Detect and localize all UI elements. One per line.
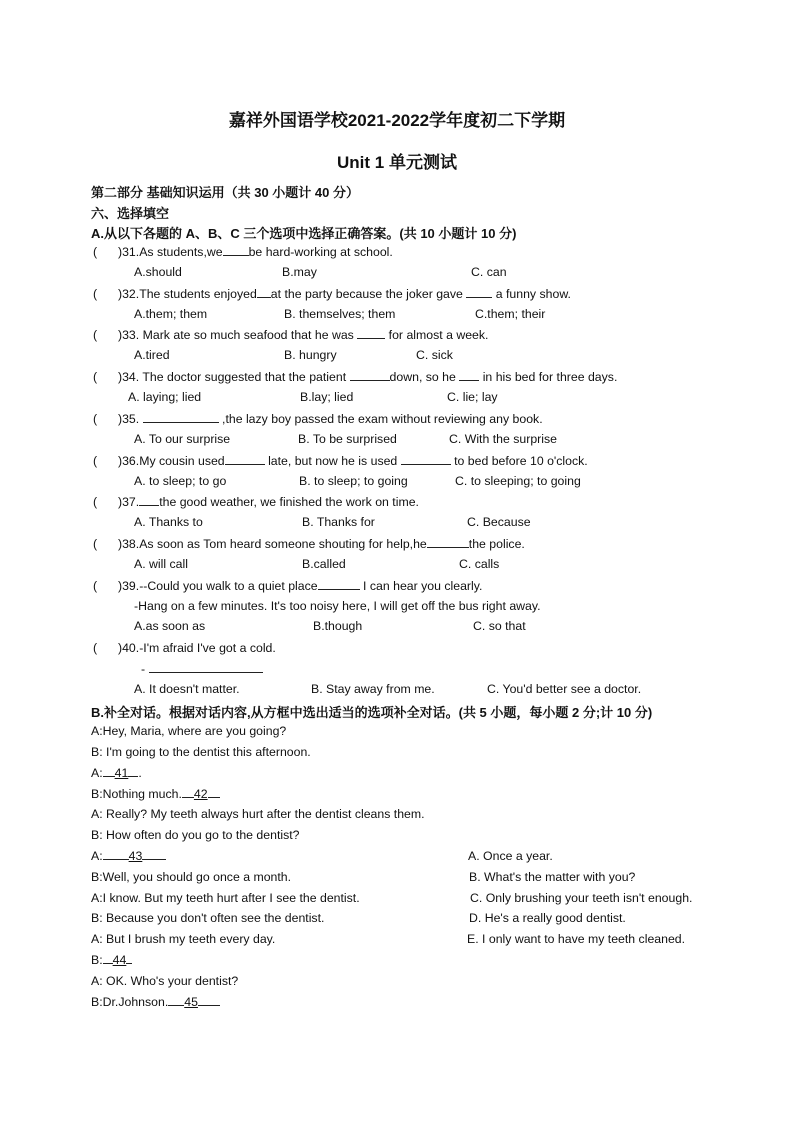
option-b: B. Stay away from me.: [311, 682, 435, 696]
dialogue-line: B:Well, you should go once a month.: [91, 870, 292, 884]
dialogue-line: B: 44: [91, 952, 132, 968]
answer-blank[interactable]: [350, 369, 390, 381]
option-c: C. so that: [473, 619, 526, 633]
option-a: A. Thanks to: [134, 515, 203, 529]
question-number: )31.: [118, 245, 140, 259]
answer-paren: (: [93, 287, 98, 301]
question-reply: -: [141, 662, 146, 676]
question-text: a funny show.: [495, 287, 571, 301]
answer-blank[interactable]: [208, 786, 220, 798]
answer-blank[interactable]: [103, 765, 115, 777]
question-number: )35.: [118, 412, 143, 426]
question-number: )34.: [118, 370, 143, 384]
question-number: )33.: [118, 328, 143, 342]
answer-paren: (: [93, 537, 98, 551]
answer-blank[interactable]: [142, 848, 166, 860]
question-text: Mark ate so much seafood that he was: [142, 328, 354, 342]
answer-blank[interactable]: [168, 994, 184, 1006]
option-b: B.may: [282, 265, 317, 279]
question-number: )32.: [118, 287, 140, 301]
question-number: )37.: [118, 495, 140, 509]
page-title: 嘉祥外国语学校2021-2022学年度初二下学期: [228, 111, 566, 130]
option-c: C. to sleeping; to going: [455, 474, 581, 488]
answer-paren: (: [93, 454, 98, 468]
question-text: at the party because the joker gave: [270, 287, 463, 301]
blank-number: 45: [184, 995, 198, 1009]
question-text: down, so he: [389, 370, 456, 384]
question-text: the police.: [468, 537, 525, 551]
option-b: B. To be surprised: [298, 432, 397, 446]
dialogue-line: A:Hey, Maria, where are you going?: [91, 724, 287, 738]
question-text: the good weather, we finished the work on time.: [159, 495, 419, 509]
answer-blank[interactable]: [357, 327, 385, 339]
answer-paren: (: [93, 495, 98, 509]
answer-paren: (: [93, 579, 98, 593]
section-a-instructions: A.从以下各题的 A、B、C 三个选项中选择正确答案。(共 10 小题计 10 分): [91, 226, 517, 241]
dialogue-line: B:Dr.Johnson. 45: [91, 994, 220, 1010]
option-c: C. With the surprise: [449, 432, 557, 446]
choice-item: A. Once a year.: [468, 849, 553, 863]
question-number: )38.: [118, 537, 140, 551]
question-reply: -Hang on a few minutes. It's too noisy here, I will get off the bus right away.: [134, 599, 541, 613]
option-c: C. calls: [459, 557, 500, 571]
option-b: B. hungry: [284, 348, 337, 362]
option-a: A. will call: [134, 557, 188, 571]
question-text: As students,we: [139, 245, 223, 259]
option-c: C. lie; lay: [447, 390, 498, 404]
dialogue-line: B: Because you don't often see the dentist.: [91, 911, 325, 925]
dialogue-line: A: 41 .: [91, 766, 142, 780]
answer-blank[interactable]: [139, 494, 159, 506]
choice-item: E. I only want to have my teeth cleaned.: [467, 932, 686, 946]
option-a: A.them; them: [134, 307, 208, 321]
option-c: C. sick: [416, 348, 453, 362]
question-number: )39.: [118, 579, 140, 593]
section-b-instructions: B.补全对话。根据对话内容,从方框中选出适当的选项补全对话。(共 5 小题，每小题 2 分;计 10 分): [91, 705, 653, 720]
dialogue-line: B: I'm going to the dentist this afternoon.: [91, 745, 311, 759]
dialogue-line: A: Really? My teeth always hurt after the dentist cleans them.: [91, 807, 425, 821]
question-text: The doctor suggested that the patient: [142, 370, 347, 384]
choice-item: B. What's the matter with you?: [469, 870, 636, 884]
dialogue-line: A:I know. But my teeth hurt after I see the dentist.: [91, 891, 360, 905]
answer-blank[interactable]: [143, 411, 219, 423]
answer-blank[interactable]: [466, 286, 492, 298]
answer-paren: (: [93, 412, 98, 426]
blank-number: 42: [193, 787, 208, 801]
blank-number: 43: [128, 849, 143, 863]
option-a: A.as soon as: [134, 619, 206, 633]
answer-blank[interactable]: [149, 661, 263, 673]
option-c: C. Because: [467, 515, 531, 529]
answer-blank[interactable]: [198, 994, 220, 1006]
question-text: ,the lazy boy passed the exam without reviewing any book.: [218, 412, 543, 426]
question-text: for almost a week.: [388, 328, 489, 342]
dialogue-line: A: OK. Who's your dentist?: [91, 974, 239, 988]
dialogue-line: B: How often do you go to the dentist?: [91, 828, 300, 842]
question-text: late, but now he is used: [268, 454, 398, 468]
page-subtitle: Unit 1 单元测试: [337, 153, 457, 172]
answer-blank[interactable]: [223, 244, 249, 256]
answer-paren: (: [93, 370, 98, 384]
option-a: A. To our surprise: [134, 432, 231, 446]
option-b: B. to sleep; to going: [299, 474, 408, 488]
blank-number: 44: [112, 953, 127, 967]
option-a: A. It doesn't matter.: [134, 682, 240, 696]
option-b: B.though: [313, 619, 363, 633]
answer-blank[interactable]: [318, 578, 360, 590]
dialogue-line: A: But I brush my teeth every day.: [91, 932, 276, 946]
question-text: -I'm afraid I've got a cold.: [139, 641, 276, 655]
answer-blank[interactable]: [427, 536, 469, 548]
answer-paren: (: [93, 245, 98, 259]
answer-blank[interactable]: [128, 765, 138, 777]
answer-blank[interactable]: [126, 952, 132, 964]
answer-blank[interactable]: [103, 952, 113, 964]
option-c: C. You'd better see a doctor.: [487, 682, 642, 696]
section-heading: 六、选择填空: [91, 206, 170, 221]
option-b: B. Thanks for: [302, 515, 375, 529]
part-heading: 第二部分 基础知识运用（共 30 小题计 40 分）: [91, 185, 359, 200]
dialogue-line: B:Nothing much. 42: [91, 786, 220, 802]
question-text: to bed before 10 o'clock.: [454, 454, 588, 468]
answer-blank[interactable]: [459, 369, 479, 381]
dialogue-line: A: 43: [91, 848, 166, 864]
option-b: B. themselves; them: [284, 307, 396, 321]
question-text: be hard-working at school.: [248, 245, 393, 259]
option-a: A.tired: [134, 348, 170, 362]
option-c: C.them; their: [475, 307, 546, 321]
option-b: B.called: [302, 557, 346, 571]
question-text: in his bed for three days.: [482, 370, 618, 384]
answer-paren: (: [93, 641, 98, 655]
answer-blank[interactable]: [103, 848, 129, 860]
answer-blank[interactable]: [182, 786, 194, 798]
question-text: I can hear you clearly.: [363, 579, 483, 593]
option-b: B.lay; lied: [300, 390, 354, 404]
option-a: A.should: [134, 265, 182, 279]
question-text: --Could you walk to a quiet place: [139, 579, 318, 593]
question-text: As soon as Tom heard someone shouting for help,he: [139, 537, 427, 551]
option-c: C. can: [471, 265, 507, 279]
answer-blank[interactable]: [257, 286, 271, 298]
question-text: My cousin used: [139, 454, 225, 468]
option-a: A. laying; lied: [128, 390, 202, 404]
blank-number: 41: [114, 766, 129, 780]
question-text: The students enjoyed: [139, 287, 257, 301]
choice-item: D. He's a really good dentist.: [469, 911, 626, 925]
question-number: )40.: [118, 641, 140, 655]
answer-blank[interactable]: [401, 453, 451, 465]
question-number: )36.: [118, 454, 140, 468]
choice-item: C. Only brushing your teeth isn't enough.: [470, 891, 693, 905]
answer-blank[interactable]: [225, 453, 265, 465]
option-a: A. to sleep; to go: [134, 474, 227, 488]
answer-paren: (: [93, 328, 98, 342]
